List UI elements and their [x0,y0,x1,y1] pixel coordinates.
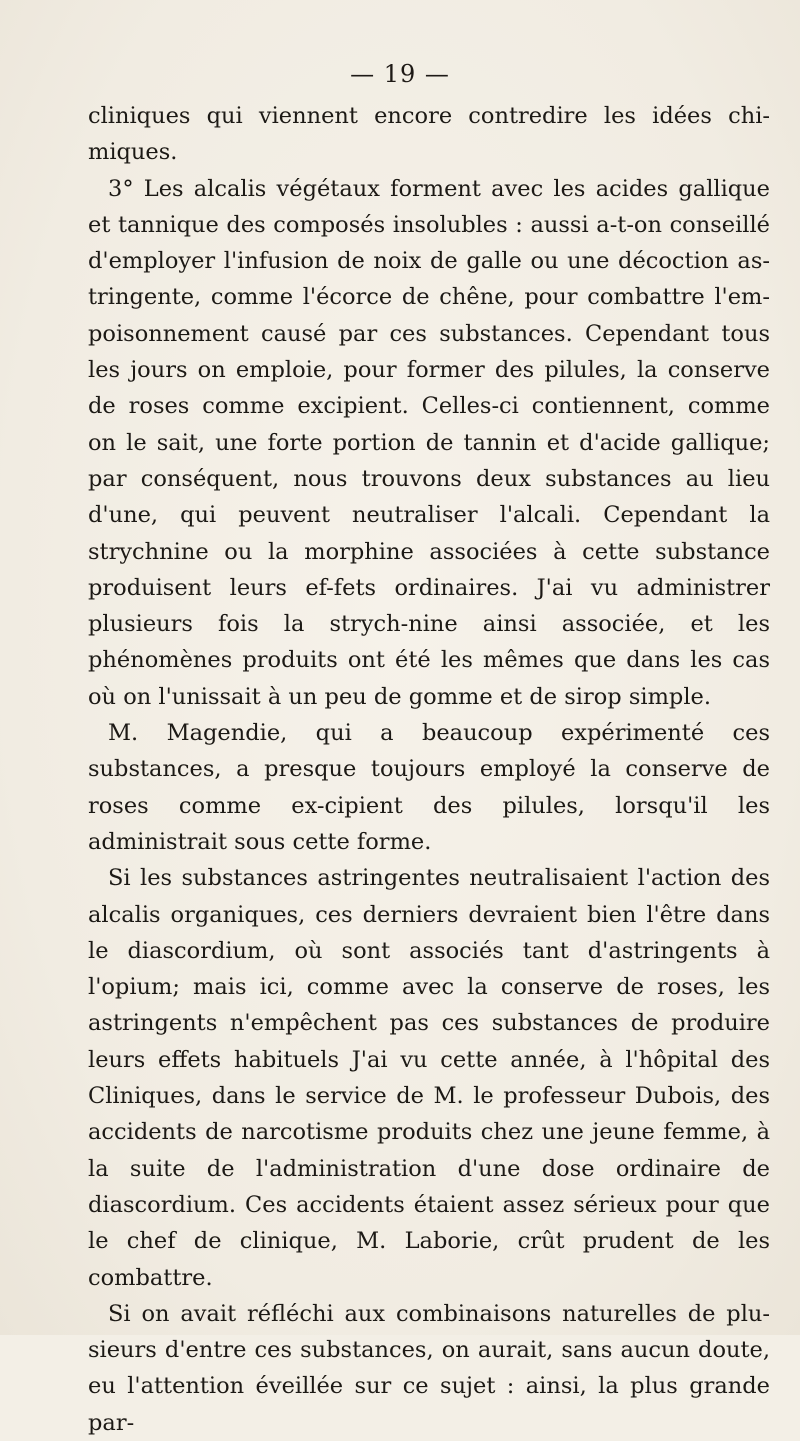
paragraph-alkalis: 3° Les alcalis végétaux forment avec les acides gallique et tannique des composés insolubles : aussi a-t-on conseillé d'employer l'infusion de noix de galle ou une décoction as-tringente, comme l'écorce de chêne, pour combattre l'em-poisonnement causé par ces substances. Cependant tous les jours on emploie, pour former des pilules, la conserve de roses comme excipient. Celles-ci contiennent, comme on le sait, une forte portion de tannin et d'acide gallique; par conséquent, nous trouvons deux substances au lieu d'une, qui peuvent neutraliser l'alcali. Cependant la strychnine ou la morphine associées à cette substance produisent leurs ef-fets ordinaires. J'ai vu administrer plusieurs fois la strych-nine ainsi associée, et les phénomènes produits ont été les mêmes que dans les cas où on l'unissait à un peu de gomme et de sirop simple. [88,175,770,710]
paragraph-continuation: cliniques qui viennent encore contredire les idées chi-miques. [88,103,770,166]
paragraph-combinations: Si on avait réfléchi aux combinaisons naturelles de plu-sieurs d'entre ces substances, on aurait, sans aucun doute, eu l'attention éveillée sur ce sujet : ainsi, la plus grande par- [88,1300,770,1436]
paragraph-magendie: M. Magendie, qui a beaucoup expérimenté ces substances, a presque toujours employé la conserve de roses comme ex-cipient des pilules, lorsqu'il les administrait sous cette forme. [88,720,770,855]
body-text [88,98,770,1441]
paragraph-astringents: Si les substances astringentes neutralisaient l'action des alcalis organiques, ces derniers devraient bien l'être dans le diascordium, où sont associés tant d'astringents à l'opium; mais ici, comme avec la conserve de roses, les astringents n'empêchent pas ces substances de produire leurs effets habituels J'ai vu cette année, à l'hôpital des Cliniques, dans le service de M. le professeur Dubois, des accidents de narcotisme produits chez une jeune femme, à la suite de l'administration d'une dose ordinaire de diascordium. Ces accidents étaient assez sérieux pour que le chef de clinique, M. Laborie, crût prudent de les combattre. [88,865,770,1291]
page-number: — 19 — [350,60,450,88]
